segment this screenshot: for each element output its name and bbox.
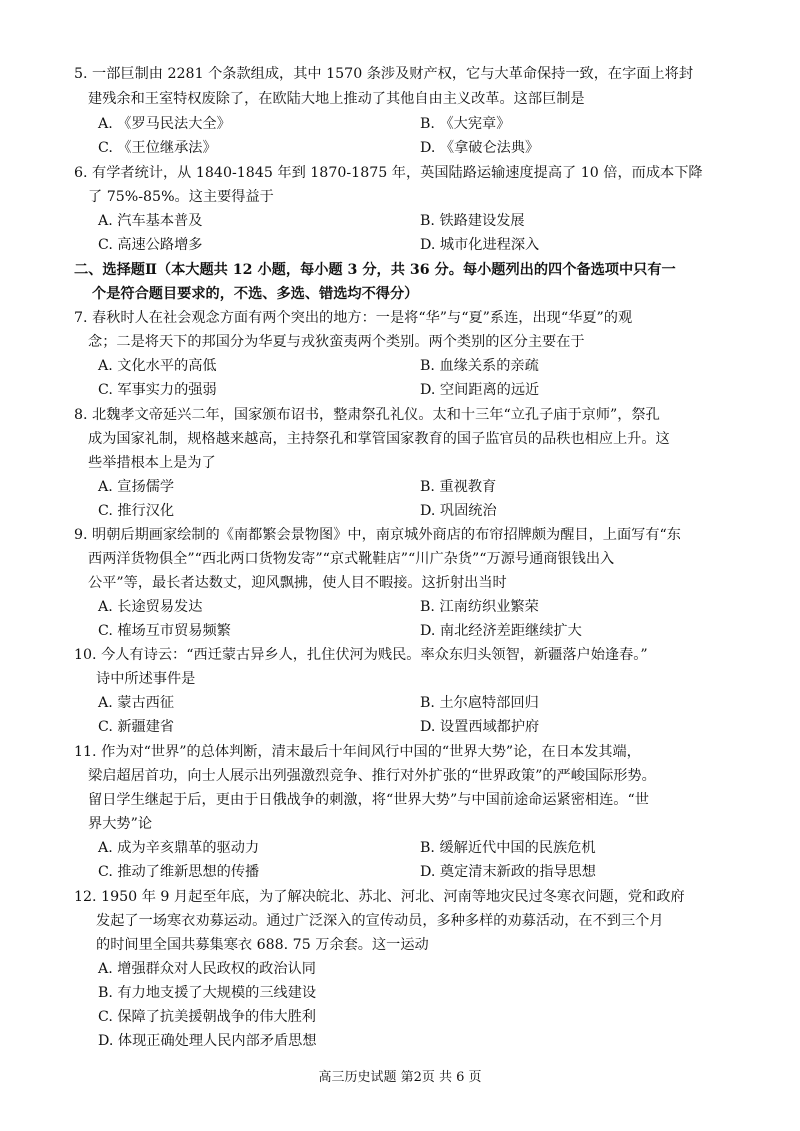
- question-stem-line: 9. 明朝后期画家绘制的《南都繁会景物图》中，南京城外商店的布帘招牌颇为醒目，上面写有“东: [74, 527, 681, 543]
- question-stem-line: 界大势”论: [88, 816, 153, 832]
- question-stem-line: 西两洋货物俱全”“西北两口货物发寄”“京式靴鞋店”“川广杂货”“万源号通商银钱出入: [88, 551, 615, 567]
- option-a[interactable]: A. 增强群众对人民政权的政治认同: [98, 961, 316, 977]
- question-stem-line: 7. 春秋时人在社会观念方面有两个突出的地方：一是将“华”与“夏”系连，出现“华夏”的观: [74, 310, 633, 326]
- question-stem-line: 念；二是将天下的邦国分为华夏与戎狄蛮夷两个类别。两个类别的区分主要在于: [88, 334, 585, 350]
- option-b[interactable]: B. 铁路建设发展: [420, 213, 525, 229]
- section-heading-line: 个是符合题目要求的，不选、多选、错选均不得分）: [92, 286, 419, 302]
- question-stem-line: 6. 有学者统计，从 1840-1845 年到 1870-1875 年，英国陆路运输速度提高了 10 倍，而成本下降: [74, 165, 703, 181]
- option-a[interactable]: A. 《罗马民法大全》: [98, 116, 231, 132]
- option-c[interactable]: C. 新疆建省: [98, 719, 175, 735]
- option-a[interactable]: A. 蒙古西征: [98, 695, 175, 711]
- question-stem-line: 梁启超居首功，向士人展示出列强激烈竞争、推行对外扩张的“世界政策”的严峻国际形势。: [88, 768, 656, 784]
- option-b[interactable]: B. 缓解近代中国的民族危机: [420, 840, 596, 856]
- option-d[interactable]: D. 空间距离的远近: [420, 382, 540, 398]
- option-d[interactable]: D. 城市化进程深入: [420, 237, 540, 253]
- question-stem-line: 8. 北魏孝文帝延兴二年，国家颁布诏书，整肃祭孔礼仪。太和十三年“立孔子庙于京师”，祭孔: [74, 407, 660, 423]
- question-stem-line: 10. 今人有诗云：“西迁蒙古异乡人，扎住伏河为贱民。率众东归头领智，新疆落户始逢春。”: [74, 647, 648, 663]
- option-b[interactable]: B. 江南纺织业繁荣: [420, 599, 539, 615]
- question-stem-line: 了 75%-85%。这主要得益于: [88, 189, 274, 205]
- question-stem-line: 的时间里全国共募集寒衣 688. 75 万余套。这一运动: [96, 937, 429, 953]
- question-stem-line: 些举措根本上是为了: [88, 455, 216, 471]
- question-stem-line: 12. 1950 年 9 月起至年底，为了解决皖北、苏北、河北、河南等地灾民过冬寒衣问题，党和政府: [74, 889, 685, 905]
- question-stem-line: 5. 一部巨制由 2281 个条款组成，其中 1570 条涉及财产权，它与大革命保持一致，在字面上将封: [74, 66, 694, 82]
- question-stem-line: 留日学生继起于后，更由于日俄战争的刺激，将“世界大势”与中国前途命运紧密相连。“世: [88, 792, 649, 808]
- option-d[interactable]: D. 设置西域都护府: [420, 719, 540, 735]
- option-a[interactable]: A. 成为辛亥鼎革的驱动力: [98, 840, 260, 856]
- option-c[interactable]: C. 《王位继承法》: [98, 140, 217, 156]
- option-a[interactable]: A. 宣扬儒学: [98, 479, 175, 495]
- option-a[interactable]: A. 汽车基本普及: [98, 213, 203, 229]
- option-d[interactable]: D. 奠定清末新政的指导思想: [420, 864, 596, 880]
- option-b[interactable]: B. 重视教育: [420, 479, 497, 495]
- option-b[interactable]: B. 有力地支援了大规模的三线建设: [98, 985, 317, 1001]
- option-d[interactable]: D. 南北经济差距继续扩大: [420, 623, 582, 639]
- question-stem-line: 公平”等，最长者达数丈，迎风飘拂，使人目不暇接。这折射出当时: [88, 575, 507, 591]
- option-c[interactable]: C. 高速公路增多: [98, 237, 203, 253]
- question-stem-line: 11. 作为对“世界”的总体判断，清末最后十年间风行中国的“世界大势”论，在日本发其端，: [74, 744, 641, 760]
- option-b[interactable]: B. 《大宪章》: [420, 116, 511, 132]
- option-a[interactable]: A. 文化水平的高低: [98, 358, 217, 374]
- option-c[interactable]: C. 推行汉化: [98, 503, 175, 519]
- option-b[interactable]: B. 土尔扈特部回归: [420, 695, 539, 711]
- question-stem-line: 成为国家礼制，规格越来越高，主持祭孔和掌管国家教育的国子监官员的品秩也相应上升。这: [88, 431, 670, 447]
- option-c[interactable]: C. 榷场互市贸易频繁: [98, 623, 231, 639]
- option-a[interactable]: A. 长途贸易发达: [98, 599, 203, 615]
- option-c[interactable]: C. 军事实力的强弱: [98, 382, 217, 398]
- option-d[interactable]: D. 巩固统治: [420, 503, 497, 519]
- question-stem-line: 发起了一场寒衣劝募运动。通过广泛深入的宣传动员，多种多样的劝募活动，在不到三个月: [96, 913, 664, 929]
- option-b[interactable]: B. 血缘关系的亲疏: [420, 358, 539, 374]
- option-d[interactable]: D. 体现正确处理人民内部矛盾思想: [98, 1033, 317, 1049]
- option-c[interactable]: C. 保障了抗美援朝战争的伟大胜利: [98, 1009, 316, 1025]
- option-c[interactable]: C. 推动了维新思想的传播: [98, 864, 260, 880]
- question-stem-line: 建残余和王室特权废除了，在欧陆大地上推动了其他自由主义改革。这部巨制是: [88, 91, 585, 107]
- page-footer: 高三历史试题 第2页 共 6 页: [318, 1070, 482, 1085]
- section-heading-line: 二、选择题Ⅱ（本大题共 12 小题，每小题 3 分，共 36 分。每小题列出的四个备选项中只有一: [74, 262, 676, 278]
- option-d[interactable]: D. 《拿破仑法典》: [420, 140, 540, 156]
- question-stem-line: 诗中所述事件是: [96, 671, 196, 687]
